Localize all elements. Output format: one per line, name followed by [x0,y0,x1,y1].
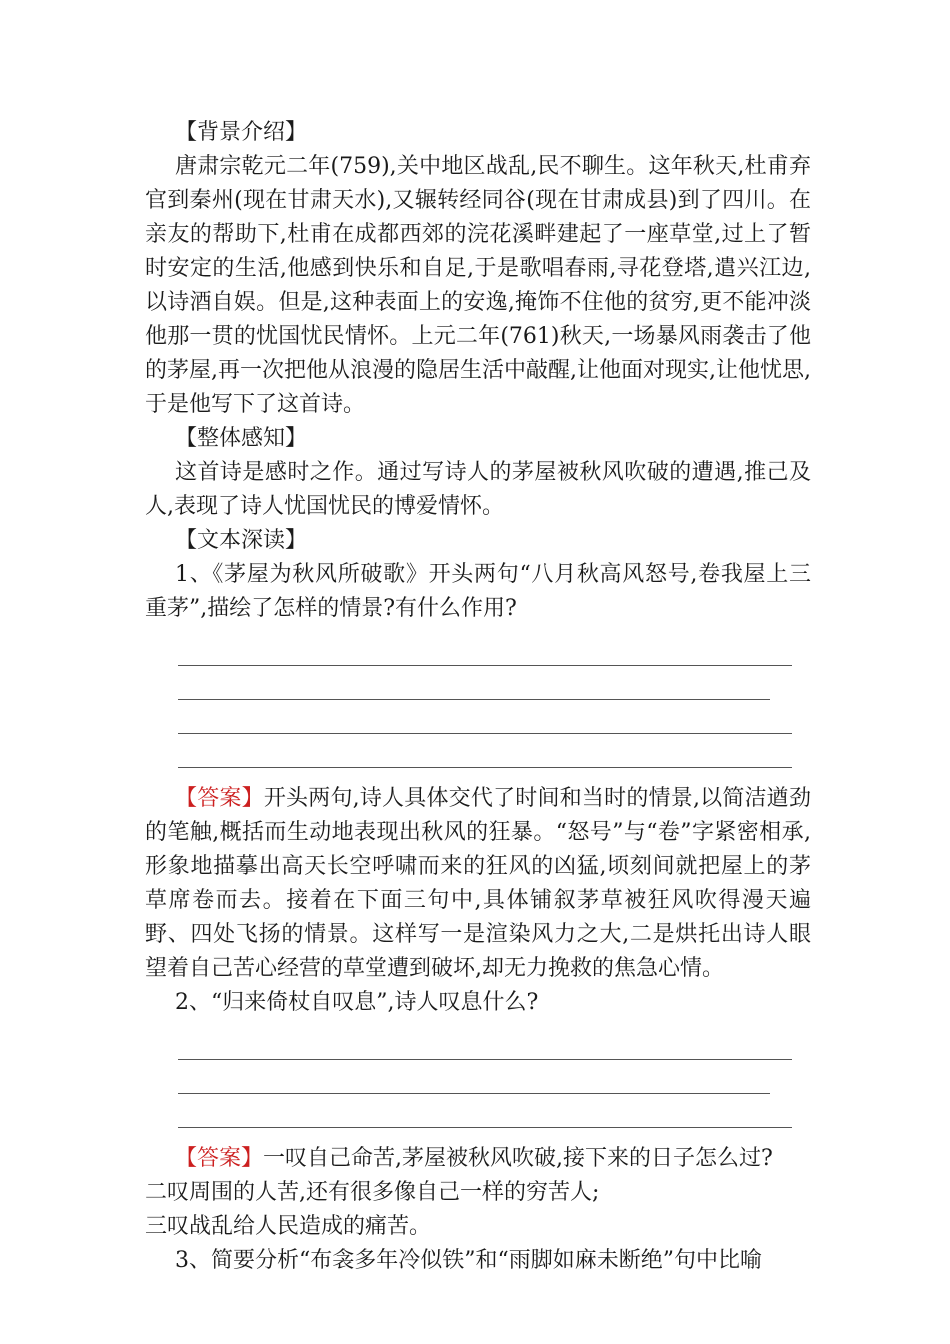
question-3: 3、简要分析“布衾多年冷似铁”和“雨脚如麻未断绝”句中比喻 [175,1248,762,1273]
answer-2-line-1: 【答案】一叹自己命苦,茅屋被秋风吹破,接下来的日子怎么过? [175,1146,773,1171]
answer-blank-line[interactable] [178,1060,770,1094]
document-content [145,116,811,1278]
answer-2-line-3: 三叹战乱给人民造成的痛苦。 [145,1214,432,1239]
question-2: 2、“归来倚杖自叹息”,诗人叹息什么? [175,990,539,1015]
answer-label: 【答案】 [175,1146,264,1171]
overall-heading: 【整体感知】 [175,426,308,451]
answer-blank-line[interactable] [178,632,792,666]
answer-blank-line[interactable] [178,1026,792,1060]
answer-2 [145,1142,811,1244]
answer-blank-line[interactable] [178,700,792,734]
answer-2-line-2: 二叹周围的人苦,还有很多像自己一样的穷苦人; [145,1180,600,1205]
answer-label: 【答案】 [175,786,264,811]
answer-1-text: 开头两句,诗人具体交代了时间和当时的情景,以简洁遒劲的笔触,概括而生动地表现出秋风的狂暴。“怒号”与“卷”字紧密相承,形象地描摹出高天长空呼啸而来的狂风的凶猛,顷刻间就把屋上的茅草席卷而去。接着在下面三句中,具体铺叙茅草被狂风吹得漫天遍野、四处飞扬的情景。这样写一是渲染风力之大,二是烘托出诗人眼望着自己苦心经营的草堂遭到破坏,却无力挽救的焦急心情。 [145,786,811,981]
answer-lines-q2 [145,1026,811,1128]
answer-blank-line[interactable] [178,666,770,700]
overall-paragraph: 这首诗是感时之作。通过写诗人的茅屋被秋风吹破的遭遇,推己及人,表现了诗人忧国忧民的博爱情怀。 [145,460,811,519]
question-1: 1、《茅屋为秋风所破歌》开头两句“八月秋高风怒号,卷我屋上三重茅”,描绘了怎样的情景?有什么作用? [145,562,811,621]
deep-reading-heading: 【文本深读】 [175,528,308,553]
answer-lines-q1 [145,632,811,768]
background-paragraph: 唐肃宗乾元二年(759),关中地区战乱,民不聊生。这年秋天,杜甫弃官到秦州(现在甘肃天水),又辗转经同谷(现在甘肃成县)到了四川。在亲友的帮助下,杜甫在成都西郊的浣花溪畔建起了一座草堂,过上了暂时安定的生活,他感到快乐和自足,于是歌唱春雨,寻花登塔,遣兴江边,以诗酒自娱。但是,这种表面上的安逸,掩饰不住他的贫穷,更不能冲淡他那一贯的忧国忧民情怀。上元二年(761)秋天,一场暴风雨袭击了他的茅屋,再一次把他从浪漫的隐居生活中敲醒,让他面对现实,让他忧思,于是他写下了这首诗。 [145,154,811,417]
answer-1 [145,782,811,986]
answer-blank-line[interactable] [178,734,792,768]
answer-blank-line[interactable] [178,1094,792,1128]
background-heading: 【背景介绍】 [175,120,308,145]
